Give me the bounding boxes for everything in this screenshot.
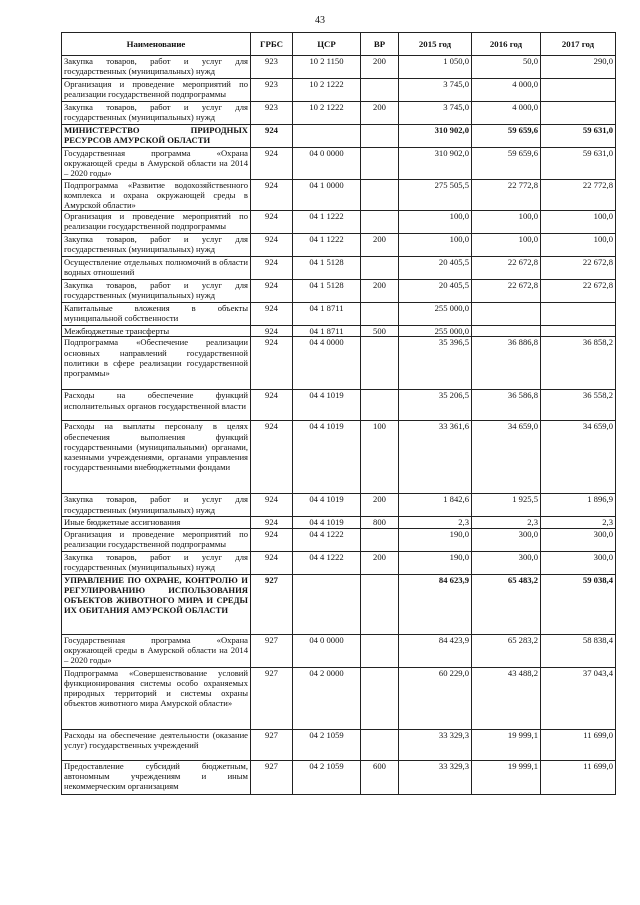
cell-csr: 04 4 1222	[293, 551, 361, 574]
cell-2016: 59 659,6	[472, 125, 541, 148]
cell-vr: 200	[361, 234, 399, 257]
table-row	[62, 517, 616, 528]
cell-2015: 33 361,6	[399, 421, 472, 494]
cell-2016: 19 999,1	[472, 760, 541, 794]
cell-name: Государственная программа «Охрана окружающей среды в Амурской области на 2014 – 2020 годы»	[62, 634, 251, 667]
header-2015: 2015 год	[399, 33, 472, 56]
cell-2017: 11 699,0	[541, 760, 616, 794]
cell-2017: 100,0	[541, 234, 616, 257]
cell-grbs: 924	[251, 494, 293, 517]
cell-2017: 100,0	[541, 211, 616, 234]
cell-name: Закупка товаров, работ и услуг для государственных (муниципальных) нужд	[62, 234, 251, 257]
cell-vr	[361, 211, 399, 234]
cell-vr: 200	[361, 494, 399, 517]
cell-csr: 04 1 0000	[293, 179, 361, 211]
cell-name: Расходы на выплаты персоналу в целях обеспечения выполнения функций государственными (муниципальными) органами, казенными учреждениями, органами управления государственными внебюджетными фондами	[62, 421, 251, 494]
table-row	[62, 280, 616, 303]
page-number: 43	[315, 15, 325, 26]
cell-2017	[541, 79, 616, 102]
cell-name: Организация и проведение мероприятий по реализации государственной подпрограммы	[62, 528, 251, 551]
cell-csr: 04 4 1019	[293, 517, 361, 528]
cell-2016: 36 586,8	[472, 390, 541, 421]
table-row	[62, 494, 616, 517]
table-row	[62, 326, 616, 337]
cell-grbs: 924	[251, 326, 293, 337]
cell-name: Закупка товаров, работ и услуг для государственных (муниципальных) нужд	[62, 56, 251, 79]
cell-csr: 04 1 1222	[293, 234, 361, 257]
table-row	[62, 337, 616, 390]
cell-name: Осуществление отдельных полномочий в области водных отношений	[62, 257, 251, 280]
budget-table	[61, 32, 616, 795]
cell-2015: 310 902,0	[399, 148, 472, 180]
cell-csr: 04 1 5128	[293, 280, 361, 303]
header-name: Наименование	[62, 33, 251, 56]
cell-name: Подпрограмма «Развитие водохозяйственного комплекса и охрана окружающей среды в Амурской области»	[62, 179, 251, 211]
cell-name: Закупка товаров, работ и услуг для государственных (муниципальных) нужд	[62, 102, 251, 125]
cell-2017: 34 659,0	[541, 421, 616, 494]
table-row	[62, 257, 616, 280]
cell-grbs: 927	[251, 729, 293, 760]
header-2017: 2017 год	[541, 33, 616, 56]
cell-grbs: 924	[251, 148, 293, 180]
cell-grbs: 924	[251, 303, 293, 326]
cell-grbs: 924	[251, 211, 293, 234]
cell-2016: 22 672,8	[472, 257, 541, 280]
table-row	[62, 551, 616, 574]
cell-name: Организация и проведение мероприятий по реализации государственной подпрограммы	[62, 79, 251, 102]
cell-2017: 300,0	[541, 528, 616, 551]
cell-vr	[361, 179, 399, 211]
cell-grbs: 924	[251, 421, 293, 494]
cell-2016: 22 772,8	[472, 179, 541, 211]
header-row	[62, 33, 616, 56]
cell-vr	[361, 148, 399, 180]
cell-vr	[361, 79, 399, 102]
cell-2017: 59 631,0	[541, 148, 616, 180]
cell-grbs: 927	[251, 634, 293, 667]
cell-2017: 22 772,8	[541, 179, 616, 211]
cell-name: Предоставление субсидий бюджетным, автономным учреждениям и иным некоммерческим организациям	[62, 760, 251, 794]
cell-name: Организация и проведение мероприятий по реализации государственной подпрограммы	[62, 211, 251, 234]
cell-2015: 1 842,6	[399, 494, 472, 517]
table-row	[62, 760, 616, 794]
cell-2016: 65 283,2	[472, 634, 541, 667]
cell-vr	[361, 303, 399, 326]
cell-grbs: 927	[251, 574, 293, 634]
cell-csr: 04 1 8711	[293, 326, 361, 337]
cell-2017: 59 631,0	[541, 125, 616, 148]
cell-vr	[361, 528, 399, 551]
table-row	[62, 729, 616, 760]
cell-name: Иные бюджетные ассигнования	[62, 517, 251, 528]
cell-2015: 3 745,0	[399, 102, 472, 125]
cell-2015: 33 329,3	[399, 760, 472, 794]
cell-grbs: 927	[251, 760, 293, 794]
cell-2016: 1 925,5	[472, 494, 541, 517]
header-2016: 2016 год	[472, 33, 541, 56]
cell-2015: 310 902,0	[399, 125, 472, 148]
cell-grbs: 924	[251, 390, 293, 421]
cell-grbs: 924	[251, 517, 293, 528]
cell-2016: 34 659,0	[472, 421, 541, 494]
cell-2015: 100,0	[399, 211, 472, 234]
cell-csr: 10 2 1222	[293, 102, 361, 125]
cell-2017: 37 043,4	[541, 667, 616, 729]
cell-2016: 65 483,2	[472, 574, 541, 634]
cell-2017: 2,3	[541, 517, 616, 528]
cell-grbs: 924	[251, 234, 293, 257]
cell-grbs: 924	[251, 257, 293, 280]
cell-grbs: 923	[251, 56, 293, 79]
cell-2016: 59 659,6	[472, 148, 541, 180]
cell-csr: 04 4 0000	[293, 337, 361, 390]
cell-2015: 84 623,9	[399, 574, 472, 634]
cell-name: Закупка товаров, работ и услуг для государственных (муниципальных) нужд	[62, 551, 251, 574]
cell-csr: 04 2 0000	[293, 667, 361, 729]
cell-grbs: 927	[251, 667, 293, 729]
cell-2015: 84 423,9	[399, 634, 472, 667]
table-row	[62, 421, 616, 494]
cell-2016: 2,3	[472, 517, 541, 528]
cell-2015: 20 405,5	[399, 280, 472, 303]
cell-csr: 04 2 1059	[293, 729, 361, 760]
cell-name: Подпрограмма «Обеспечение реализации основных направлений государственной политики в сфере реализации государственной программы»	[62, 337, 251, 390]
cell-2015: 255 000,0	[399, 326, 472, 337]
cell-2017: 290,0	[541, 56, 616, 79]
cell-2015: 255 000,0	[399, 303, 472, 326]
cell-csr: 04 4 1222	[293, 528, 361, 551]
cell-grbs: 924	[251, 528, 293, 551]
cell-csr: 04 1 5128	[293, 257, 361, 280]
header-vr: ВР	[361, 33, 399, 56]
cell-2017: 1 896,9	[541, 494, 616, 517]
cell-csr: 04 4 1019	[293, 421, 361, 494]
cell-vr: 500	[361, 326, 399, 337]
table-row	[62, 56, 616, 79]
cell-2015: 3 745,0	[399, 79, 472, 102]
cell-2016	[472, 326, 541, 337]
cell-2016: 19 999,1	[472, 729, 541, 760]
table-row	[62, 148, 616, 180]
cell-name: Капитальные вложения в объекты муниципальной собственности	[62, 303, 251, 326]
table-row	[62, 528, 616, 551]
table-row	[62, 234, 616, 257]
cell-2016: 300,0	[472, 528, 541, 551]
cell-vr	[361, 390, 399, 421]
cell-2016: 22 672,8	[472, 280, 541, 303]
table-row	[62, 102, 616, 125]
cell-grbs: 924	[251, 551, 293, 574]
cell-vr	[361, 574, 399, 634]
cell-2017: 11 699,0	[541, 729, 616, 760]
cell-2015: 2,3	[399, 517, 472, 528]
cell-name: МИНИСТЕРСТВО ПРИРОДНЫХ РЕСУРСОВ АМУРСКОЙ ОБЛАСТИ	[62, 125, 251, 148]
cell-2016: 36 886,8	[472, 337, 541, 390]
table-row	[62, 179, 616, 211]
header-grbs: ГРБС	[251, 33, 293, 56]
cell-grbs: 924	[251, 337, 293, 390]
cell-2016	[472, 303, 541, 326]
cell-vr: 200	[361, 551, 399, 574]
cell-2016: 50,0	[472, 56, 541, 79]
cell-2017: 58 838,4	[541, 634, 616, 667]
cell-2015: 33 329,3	[399, 729, 472, 760]
table-row	[62, 667, 616, 729]
table-row	[62, 574, 616, 634]
cell-2017: 36 858,2	[541, 337, 616, 390]
cell-2015: 190,0	[399, 528, 472, 551]
header-csr: ЦСР	[293, 33, 361, 56]
cell-2017: 36 558,2	[541, 390, 616, 421]
cell-grbs: 924	[251, 280, 293, 303]
cell-2015: 35 206,5	[399, 390, 472, 421]
cell-2015: 275 505,5	[399, 179, 472, 211]
cell-2017: 22 672,8	[541, 280, 616, 303]
cell-name: Государственная программа «Охрана окружающей среды в Амурской области на 2014 – 2020 годы»	[62, 148, 251, 180]
cell-name: УПРАВЛЕНИЕ ПО ОХРАНЕ, КОНТРОЛЮ И РЕГУЛИРОВАНИЮ ИСПОЛЬЗОВАНИЯ ОБЪЕКТОВ ЖИВОТНОГО МИРА И СРЕДЫ ИХ ОБИТАНИЯ АМУРСКОЙ ОБЛАСТИ	[62, 574, 251, 634]
table-row	[62, 211, 616, 234]
table-row	[62, 390, 616, 421]
cell-2015: 100,0	[399, 234, 472, 257]
cell-name: Закупка товаров, работ и услуг для государственных (муниципальных) нужд	[62, 280, 251, 303]
cell-2016: 43 488,2	[472, 667, 541, 729]
cell-vr: 200	[361, 56, 399, 79]
cell-csr: 04 4 1019	[293, 390, 361, 421]
cell-csr	[293, 574, 361, 634]
cell-grbs: 923	[251, 102, 293, 125]
cell-name: Расходы на обеспечение функций исполнительных органов государственной власти	[62, 390, 251, 421]
cell-vr	[361, 634, 399, 667]
cell-2015: 20 405,5	[399, 257, 472, 280]
cell-vr	[361, 729, 399, 760]
cell-vr: 100	[361, 421, 399, 494]
cell-2017	[541, 303, 616, 326]
cell-2015: 35 396,5	[399, 337, 472, 390]
cell-2017	[541, 102, 616, 125]
cell-grbs: 924	[251, 179, 293, 211]
cell-2017: 300,0	[541, 551, 616, 574]
cell-csr: 04 0 0000	[293, 148, 361, 180]
cell-csr: 10 2 1222	[293, 79, 361, 102]
cell-csr: 04 1 8711	[293, 303, 361, 326]
cell-vr	[361, 667, 399, 729]
cell-csr: 10 2 1150	[293, 56, 361, 79]
cell-2015: 60 229,0	[399, 667, 472, 729]
table-row	[62, 79, 616, 102]
cell-grbs: 923	[251, 79, 293, 102]
cell-2017: 22 672,8	[541, 257, 616, 280]
cell-vr: 200	[361, 280, 399, 303]
cell-vr	[361, 125, 399, 148]
cell-name: Расходы на обеспечение деятельности (оказание услуг) государственных учреждений	[62, 729, 251, 760]
table-row	[62, 634, 616, 667]
cell-csr: 04 1 1222	[293, 211, 361, 234]
table-row	[62, 125, 616, 148]
cell-vr: 600	[361, 760, 399, 794]
cell-2016: 300,0	[472, 551, 541, 574]
cell-vr: 200	[361, 102, 399, 125]
cell-csr: 04 0 0000	[293, 634, 361, 667]
cell-2015: 1 050,0	[399, 56, 472, 79]
cell-vr	[361, 337, 399, 390]
cell-2016: 4 000,0	[472, 102, 541, 125]
cell-name: Закупка товаров, работ и услуг для государственных (муниципальных) нужд	[62, 494, 251, 517]
cell-vr	[361, 257, 399, 280]
cell-2016: 100,0	[472, 211, 541, 234]
cell-2016: 4 000,0	[472, 79, 541, 102]
cell-2017	[541, 326, 616, 337]
cell-2017: 59 038,4	[541, 574, 616, 634]
cell-2016: 100,0	[472, 234, 541, 257]
cell-vr: 800	[361, 517, 399, 528]
cell-2015: 190,0	[399, 551, 472, 574]
table-row	[62, 303, 616, 326]
cell-name: Подпрограмма «Совершенствование условий функционирования системы особо охраняемых природных территорий и системы охраны объектов животного мира Амурской области»	[62, 667, 251, 729]
cell-grbs: 924	[251, 125, 293, 148]
cell-csr	[293, 125, 361, 148]
cell-csr: 04 2 1059	[293, 760, 361, 794]
cell-csr: 04 4 1019	[293, 494, 361, 517]
cell-name: Межбюджетные трансферты	[62, 326, 251, 337]
